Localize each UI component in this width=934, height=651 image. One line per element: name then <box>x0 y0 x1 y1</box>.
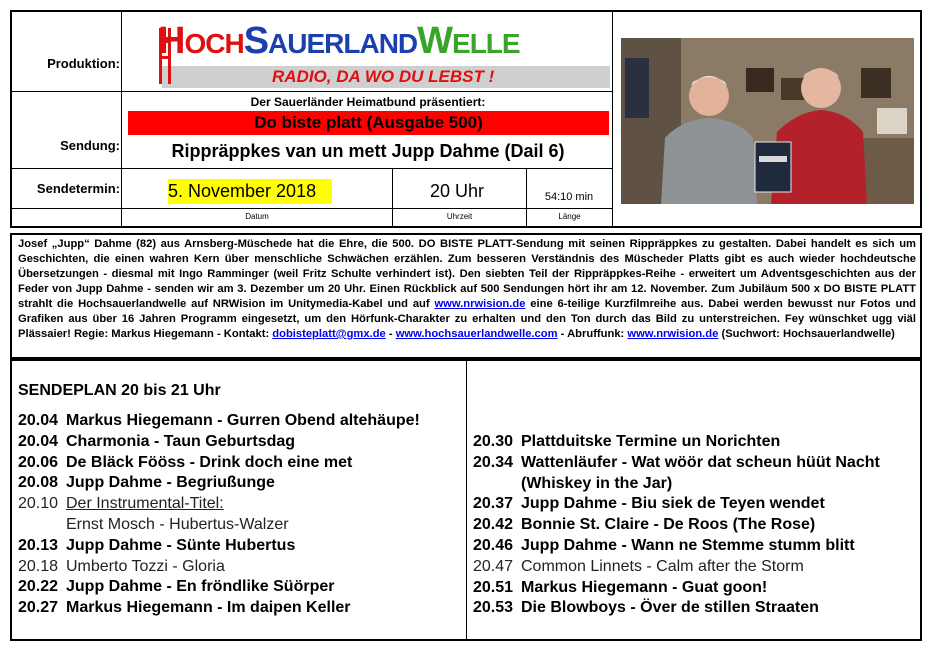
schedule-title-text: Jupp Dahme - Wann ne Stemme stumm blitt <box>521 537 855 554</box>
email-link[interactable]: dobisteplatt@gmx.de <box>272 328 386 340</box>
schedule-time: 20.51 <box>473 578 514 596</box>
schedule-entry <box>473 578 767 598</box>
logo-part: AUERLAND <box>268 28 418 59</box>
length-value: 54:10 min <box>544 191 594 203</box>
schedule-title-text: Ernst Mosch - Hubertus-Walzer <box>66 516 289 533</box>
schedule-entry <box>473 474 672 494</box>
schedule-entry <box>473 453 880 473</box>
schedule-time: 20.37 <box>473 495 514 513</box>
schedule-title-text: De Bläck Fööss - Drink doch eine met <box>66 453 353 471</box>
episode-title: Rippräppkes van un mett Jupp Dahme (Dail 6) <box>171 141 565 161</box>
airdate-label: Sendetermin: <box>36 181 120 196</box>
schedule-entry <box>18 473 275 493</box>
schedule-title-text: Markus Hiegemann - Im daipen Keller <box>66 599 351 617</box>
schedule-entry <box>18 577 334 597</box>
schedule-entry <box>473 494 825 514</box>
schedule-title-text: Charmonia - Taun Geburtsdag <box>66 432 296 450</box>
schedule-title-text: Die Blowboys - Över de stillen Straaten <box>521 599 819 617</box>
schedule-entry <box>18 598 351 618</box>
photo-two-men-with-book <box>621 38 914 204</box>
schedule-time: 20.06 <box>18 453 59 471</box>
schedule-entry <box>18 515 289 535</box>
schedule-time: 20.27 <box>18 599 59 617</box>
nrwision-link[interactable]: www.nrwision.de <box>627 328 719 340</box>
schedule-time: 20.46 <box>473 537 514 554</box>
schedule-entry <box>473 432 780 452</box>
logo-part: H <box>158 20 185 62</box>
grid-line <box>121 12 122 226</box>
schedule-entry <box>18 494 224 514</box>
schedule-time: 20.18 <box>18 557 59 575</box>
schedule-time: 20.04 <box>18 412 59 429</box>
schedule-entry <box>473 598 819 618</box>
length-caption: Länge <box>558 212 581 221</box>
schedule-entry <box>18 411 420 431</box>
schedule-time: 20.30 <box>473 433 514 450</box>
schedule-title-text: (Whiskey in the Jar) <box>521 474 673 492</box>
schedule-title-text: Common Linnets - Calm after the Storm <box>521 557 804 575</box>
schedule-title-text: Wattenläufer - Wat wöör dat scheun hüüt Nacht <box>521 453 880 471</box>
schedule-title-text: Jupp Dahme - Biu siek de Teyen wendet <box>521 495 825 513</box>
schedule-entry <box>473 515 815 535</box>
logo-part: W <box>417 20 453 62</box>
schedule-title-text: Jupp Dahme - Sünte Hubertus <box>66 536 296 554</box>
schedule-entry <box>18 557 225 577</box>
airtime-value: 20 Uhr <box>429 181 485 201</box>
schedule-title-text: Der Instrumental-Titel: <box>66 495 224 513</box>
logo-slogan: RADIO, DA WO DU LEBST ! <box>272 67 495 86</box>
time-caption: Uhrzeit <box>446 212 473 221</box>
grid-line <box>12 168 612 169</box>
schedule-time: 20.34 <box>473 453 514 471</box>
grid-line <box>612 12 613 226</box>
schedule-title-text: Plattduitske Termine un Norichten <box>521 433 781 450</box>
schedule-title-text: Jupp Dahme - Begriußunge <box>66 474 275 492</box>
description-part: (Suchwort: Hochsauerlandwelle) <box>718 328 895 340</box>
schedule-entry <box>473 557 804 577</box>
schedule-title: SENDEPLAN 20 bis 21 Uhr <box>18 382 221 399</box>
airdate-value: 5. November 2018 <box>168 181 317 201</box>
description-part: Josef „Jupp“ Dahme (82) aus Arnsberg-Müschede hat die Ehre, die 500. DO BISTE PLATT-Sendung mit seinen Rippräppkes zu gestalten. Dabei handelt es sich um Geschichten, die einen wahren Kern über menschliche Schwächen erzählen. Zum besseren Verständnis des Müscheder Platts gibt es auch wieder hochdeutsche Übersetzungen - diesmal mit Ingo Ramminger (weil Fritz Schulte verhindert ist). Den siebten Teil der Rippräppkes-Reihe - erweitert um Adventsgeschichten aus der Feder von Jupp Dahme - senden wir am 3. Dezember um 20 Uhr. Einen Rückblick auf 500 Sendungen hört ihr am 12. November. Zum Jubiläum 500 x DO BISTE PLATT strahlt die Hochsauerlandwelle auf NRWision im Unitymedia-Kabel und auf <box>18 238 916 310</box>
schedule-time: 20.47 <box>473 557 514 575</box>
description-part: - Abruffunk: <box>557 328 628 340</box>
schedule-time: 20.10 <box>18 495 59 513</box>
schedule-divider <box>466 361 467 639</box>
schedule-title-text: Markus Hiegemann - Guat goon! <box>521 578 768 596</box>
schedule-title-text: Umberto Tozzi - Gloria <box>66 557 225 575</box>
grid-line <box>12 91 612 92</box>
schedule-time: 20.53 <box>473 599 514 617</box>
description-text <box>18 237 916 342</box>
logo-part: OCH <box>184 28 244 59</box>
show-title: Do biste platt (Ausgabe 500) <box>254 113 483 132</box>
date-caption: Datum <box>245 212 269 221</box>
schedule-time: 20.04 <box>18 432 59 450</box>
schedule-entry <box>18 432 295 452</box>
nrwision-link[interactable]: www.nrwision.de <box>434 298 526 310</box>
grid-line <box>12 208 612 209</box>
logo-part: S <box>243 20 269 62</box>
production-label: Produktion: <box>47 56 120 71</box>
logo-hochsauerlandwelle <box>158 20 520 63</box>
description-part: eine 6-teilige Kurzfilmreihe aus. Dabei werden bewusst nur Fotos und Grafiken aus über 16 Jahren Programm eingesetzt, um den Hörfunk-Charakter zu erhalten und den Ton durch das Bild zu unterstreichen. Fey wünschket ugg viäl Plässaier! Regie: Markus Hiegemann - Kontakt: <box>18 298 916 340</box>
hochsauerlandwelle-link[interactable]: www.hochsauerlandwelle.com <box>395 328 558 340</box>
schedule-entry <box>18 536 295 556</box>
schedule-time: 20.13 <box>18 536 59 554</box>
schedule-entry <box>18 453 352 473</box>
presenter-line: Der Sauerländer Heimatbund präsentiert: <box>250 95 486 109</box>
schedule-time: 20.42 <box>473 516 514 534</box>
schedule-entry <box>473 536 855 556</box>
schedule-title-text: Markus Hiegemann - Gurren Obend altehäupe! <box>66 412 420 429</box>
description-part: - <box>385 328 396 340</box>
schedule-time: 20.22 <box>18 578 59 596</box>
schedule-title-text: Bonnie St. Claire - De Roos (The Rose) <box>521 516 816 534</box>
schedule-title-text: Jupp Dahme - En fröndlike Süörper <box>66 578 335 596</box>
show-label: Sendung: <box>60 138 120 153</box>
schedule-time: 20.08 <box>18 474 59 492</box>
logo-part: ELLE <box>452 28 520 59</box>
